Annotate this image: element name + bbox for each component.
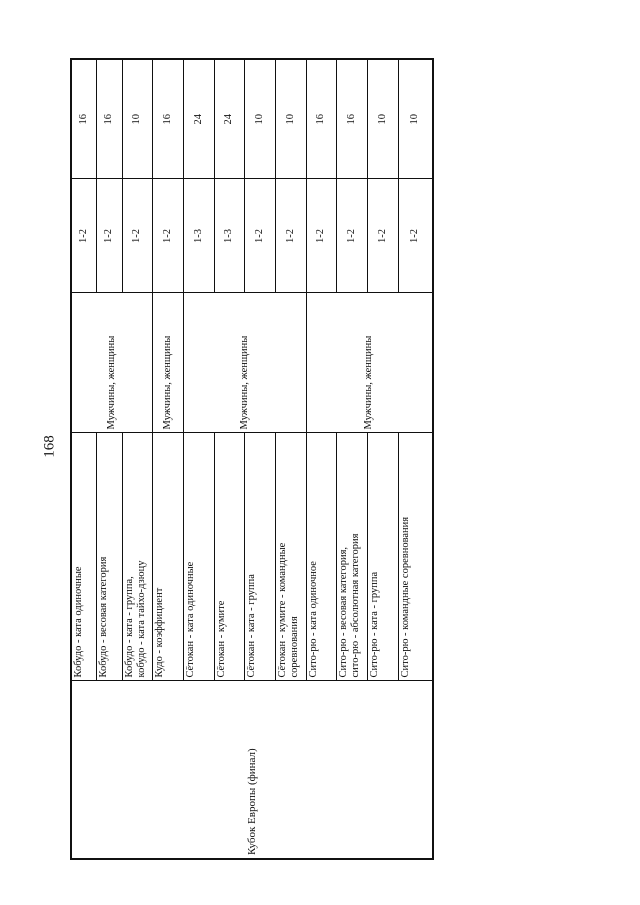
discipline-cell	[71, 433, 97, 681]
count-cell: 1-2	[97, 179, 123, 293]
discipline-cell	[97, 433, 123, 681]
discipline-line: Кобудо - ката одиночные	[73, 566, 84, 678]
count-cell: 1-2	[71, 179, 97, 293]
discipline-cell	[368, 433, 399, 681]
participants-cell: Мужчины, женщины	[71, 293, 153, 433]
discipline-cell	[306, 433, 337, 681]
discipline-line: Сито-рю - командные соревнования	[399, 516, 411, 678]
number-cell: 24	[183, 59, 214, 179]
number-cell: 16	[71, 59, 97, 179]
discipline-line: сито-рю - абсолютная категория	[350, 533, 362, 678]
count-cell: 1-3	[183, 179, 214, 293]
discipline-cell	[337, 433, 368, 681]
discipline-line: Сито-рю - весовая категория,	[338, 546, 350, 678]
number-cell: 10	[275, 59, 306, 179]
count-cell: 1-2	[398, 179, 433, 293]
number-cell: 10	[368, 59, 399, 179]
number-cell: 16	[337, 59, 368, 179]
discipline-line: Кобудо - ката - группа,	[123, 576, 135, 678]
discipline-cell	[122, 433, 153, 681]
discipline-cell	[275, 433, 306, 681]
number-cell: 16	[306, 59, 337, 179]
discipline-cell	[398, 433, 433, 681]
discipline-line: Сито-рю - ката одиночное	[307, 561, 319, 678]
number-cell: 10	[398, 59, 433, 179]
discipline-line: Сётокан - ката - группа	[246, 574, 258, 678]
discipline-line: Сётокан - кумите - командные	[276, 542, 288, 678]
count-cell: 1-2	[337, 179, 368, 293]
count-cell: 1-2	[368, 179, 399, 293]
competition-table	[70, 58, 434, 860]
count-cell: 1-2	[275, 179, 306, 293]
competition-cell: Кубок Европы (финал)	[71, 681, 433, 859]
count-cell: 1-2	[245, 179, 276, 293]
table-row	[71, 59, 97, 859]
discipline-line: Кобудо - весовая категория	[98, 556, 110, 678]
discipline-line: Кудо - коэффициент	[154, 587, 166, 678]
number-cell: 16	[153, 59, 184, 179]
count-cell: 1-3	[214, 179, 245, 293]
count-cell: 1-2	[153, 179, 184, 293]
discipline-cell	[214, 433, 245, 681]
count-cell: 1-2	[306, 179, 337, 293]
rotated-table-container	[70, 60, 434, 860]
number-cell: 16	[97, 59, 123, 179]
participants-cell: Мужчины, женщины	[183, 293, 306, 433]
count-cell: 1-2	[122, 179, 153, 293]
discipline-cell	[183, 433, 214, 681]
number-cell: 24	[214, 59, 245, 179]
participants-cell: Мужчины, женщины	[153, 293, 184, 433]
number-cell: 10	[245, 59, 276, 179]
discipline-line: Сётокан - ката одиночные	[184, 561, 196, 678]
participants-cell: Мужчины, женщины	[306, 293, 433, 433]
discipline-cell	[245, 433, 276, 681]
number-cell: 10	[122, 59, 153, 179]
discipline-line: Сётокан - кумите	[215, 600, 227, 678]
discipline-cell	[153, 433, 184, 681]
page-number: 168	[41, 435, 58, 458]
discipline-line: кобудо - ката тайхо-дзюцу	[135, 560, 147, 678]
discipline-line: Сито-рю - ката - группа	[369, 571, 380, 678]
discipline-line: соревнования	[289, 616, 301, 678]
